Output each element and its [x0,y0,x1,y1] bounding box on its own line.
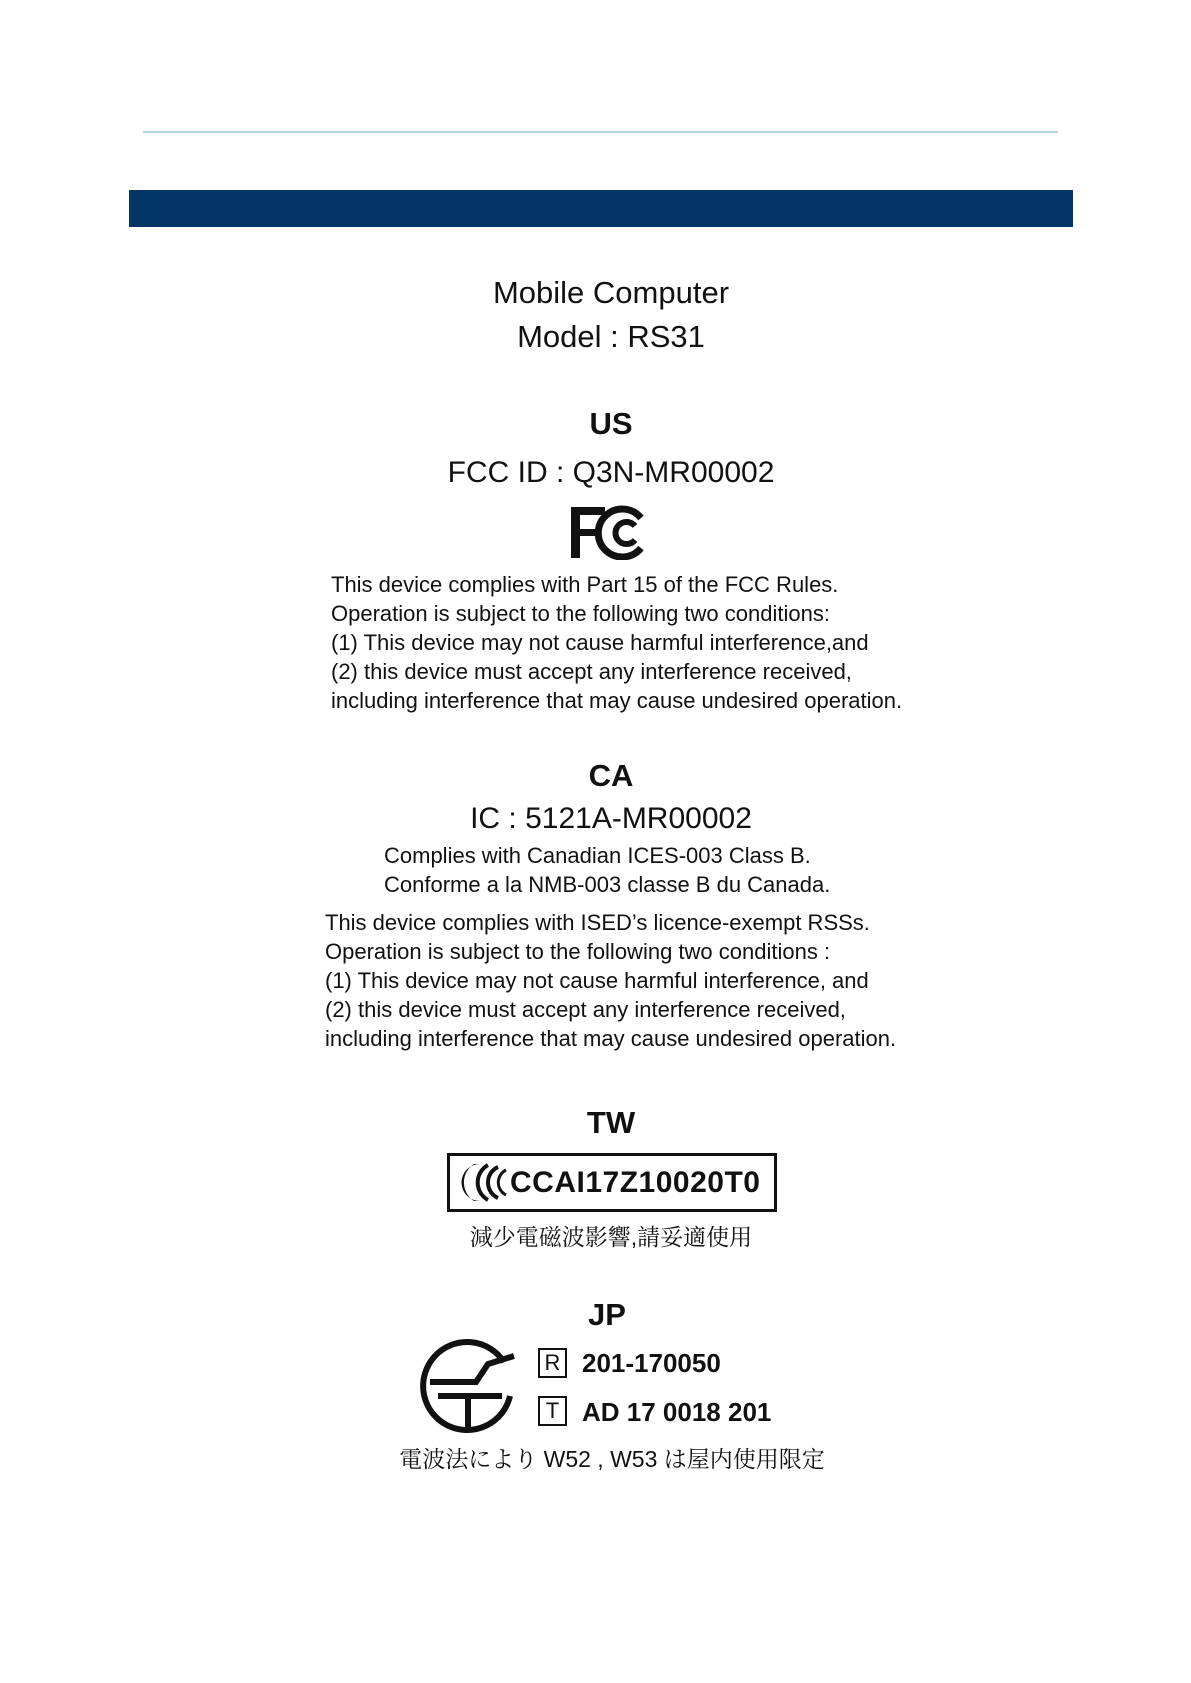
ic-id: IC : 5121A-MR00002 [470,802,752,835]
tw-heading: TW [586,1105,636,1140]
ices-line: Conforme a la NMB-003 classe B du Canada. [384,872,831,897]
ices-statement [384,841,830,899]
jp-cert-number: AD 17 0018 201 [582,1397,772,1427]
ised-statement-line: This device complies with ISED’s licence-exempt RSSs. [325,910,870,935]
us-heading: US [589,406,633,441]
ised-statement [325,908,896,1053]
ca-heading: CA [588,758,634,793]
jp-note: 電波法により W52 , W53 は屋内使用限定 [399,1446,825,1472]
ncc-warning: 減少電磁波影響,請妥適使用 [469,1224,753,1250]
giteki-mark-icon [416,1334,520,1436]
radio-mark-r: R [538,1348,567,1378]
fcc-logo-icon [571,504,651,560]
fcc-statement [331,570,902,715]
fcc-statement-line: including interference that may cause undesired operation. [331,688,903,713]
ncc-wave-icon [454,1160,508,1205]
ised-statement-line: (1) This device may not cause harmful interference, and [325,968,869,993]
fcc-statement-line: This device complies with Part 15 of the FCC Rules. [331,572,839,597]
header-bar [129,190,1073,227]
ised-statement-line: including interference that may cause undesired operation. [325,1026,897,1051]
header-rule [143,131,1058,133]
fcc-statement-line: Operation is subject to the following two conditions: [331,601,830,626]
fcc-statement-line: (1) This device may not cause harmful interference,and [331,630,869,655]
telecom-mark-t: T [538,1396,567,1426]
product-name: Mobile Computer [492,275,730,310]
jp-cert-number: 201-170050 [582,1348,721,1378]
jp-heading: JP [588,1297,626,1332]
ised-statement-line: Operation is subject to the following two conditions : [325,939,831,964]
product-model: Model : RS31 [517,319,705,354]
fcc-id: FCC ID : Q3N-MR00002 [447,456,775,489]
ncc-label [447,1153,777,1212]
fcc-statement-line: (2) this device must accept any interference received, [331,659,852,684]
ncc-id: CCAI17Z10020T0 [510,1166,761,1199]
ices-line: Complies with Canadian ICES-003 Class B. [384,843,811,868]
ised-statement-line: (2) this device must accept any interference received, [325,997,846,1022]
